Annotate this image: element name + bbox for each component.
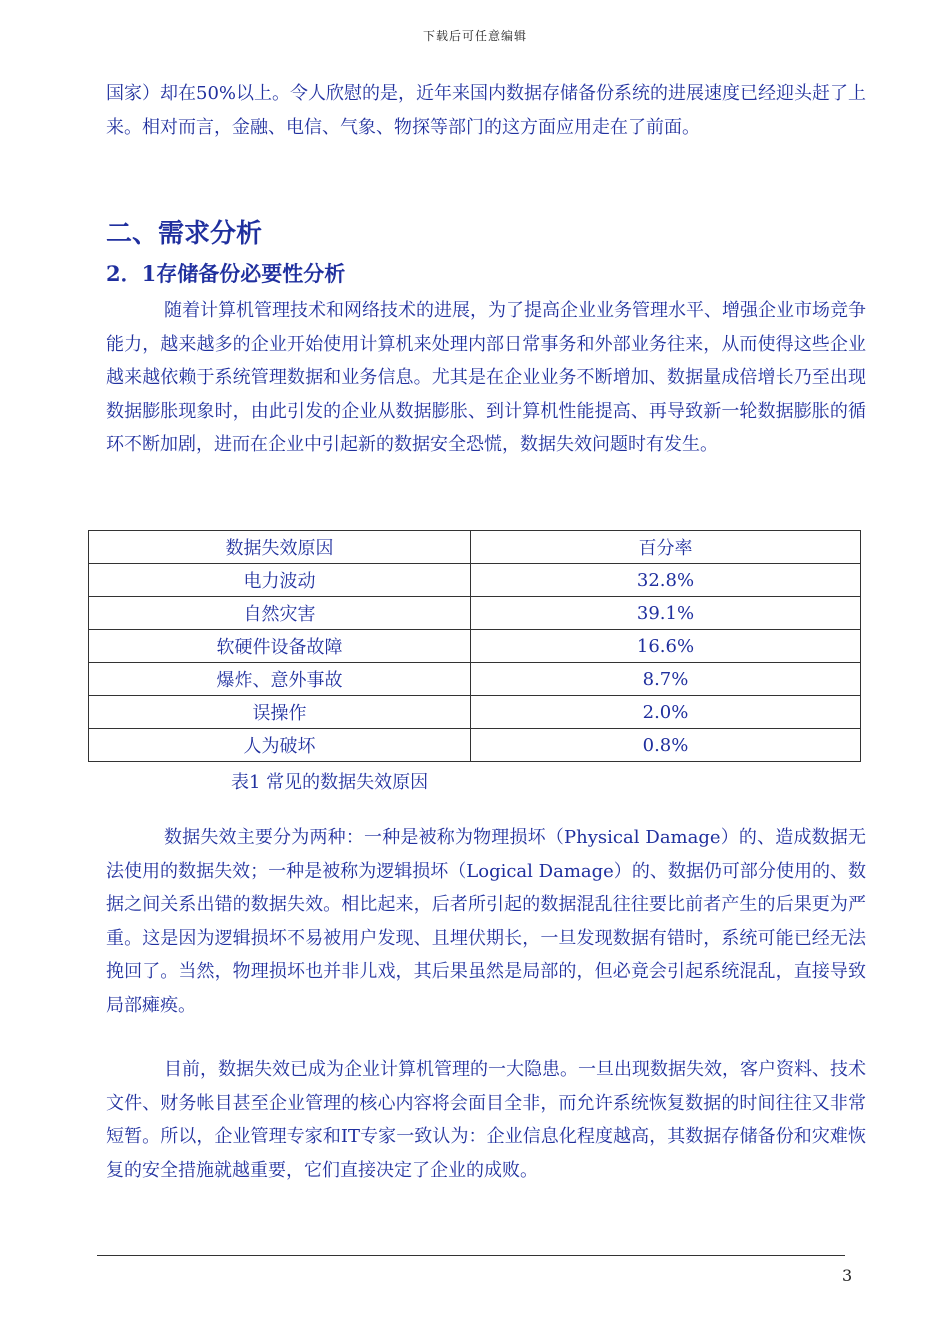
table-header-percent: 百分率: [471, 531, 861, 564]
table-row: [89, 630, 861, 663]
table-header-row: [89, 531, 861, 564]
table-row: [89, 663, 861, 696]
table-row: [89, 729, 861, 762]
table-cell-cause: 人为破坏: [89, 729, 471, 762]
table-cell-cause: 软硬件设备故障: [89, 630, 471, 663]
table-cell-percent: 16.6%: [471, 630, 861, 663]
section-heading: 二、需求分析: [106, 219, 263, 249]
table-cell-cause: 电力波动: [89, 564, 471, 597]
subsection-heading: 2．1存储备份必要性分析: [106, 261, 346, 286]
paragraph-conclusion: 目前，数据失效已成为企业计算机管理的一大隐患。一旦出现数据失效，客户资料、技术文件、财务帐目甚至企业管理的核心内容将会面目全非，而允许系统恢复数据的时间往往又非常短暂。所以，企业管理专家和IT专家一致认为：企业信息化程度越高，其数据存储备份和灾难恢复的安全措施就越重要，它们直接决定了企业的成败。: [106, 1059, 866, 1181]
intro-paragraph: 国家）却在50%以上。令人欣慰的是，近年来国内数据存储备份系统的进展速度已经迎头赶了上来。相对而言，金融、电信、气象、物探等部门的这方面应用走在了前面。: [106, 83, 867, 138]
page-number: 3: [842, 1266, 853, 1285]
page-header-note: 下载后可任意编辑: [422, 29, 527, 43]
table-cell-percent: 8.7%: [471, 663, 861, 696]
table-caption: 表1 常见的数据失效原因: [231, 772, 429, 793]
table-row: [89, 564, 861, 597]
table-row: [89, 597, 861, 630]
table-cell-percent: 0.8%: [471, 729, 861, 762]
table-cell-cause: 爆炸、意外事故: [89, 663, 471, 696]
table-header-cause: 数据失效原因: [89, 531, 471, 564]
paragraph-failure-types: 数据失效主要分为两种：一种是被称为物理损坏（Physical Damage）的、造成数据无法使用的数据失效；一种是被称为逻辑损坏（Logical Damage）的、数据仍可部分使用的、数据之间关系出错的数据失效。相比起来，后者所引起的数据混乱往往要比前者产生的后果更为严重。这是因为逻辑损坏不易被用户发现、且埋伏期长，一旦发现数据有错时，系统可能已经无法挽回了。当然，物理损坏也并非儿戏，其后果虽然是局部的，但必竟会引起系统混乱，直接导致局部瘫痪。: [106, 827, 866, 1016]
failure-causes-table: [88, 530, 861, 762]
table-cell-percent: 2.0%: [471, 696, 861, 729]
table-row: [89, 696, 861, 729]
paragraph-necessity: 随着计算机管理技术和网络技术的进展，为了提高企业业务管理水平、增强企业市场竞争能力，越来越多的企业开始使用计算机来处理内部日常事务和外部业务往来，从而使得这些企业越来越依赖于系统管理数据和业务信息。尤其是在企业业务不断增加、数据量成倍增长乃至出现数据膨胀现象时，由此引发的企业从数据膨胀、到计算机性能提高、再导致新一轮数据膨胀的循环不断加剧，进而在企业中引起新的数据安全恐慌，数据失效问题时有发生。: [106, 300, 866, 456]
table-cell-percent: 32.8%: [471, 564, 861, 597]
footer-divider: [97, 1255, 845, 1256]
table-cell-percent: 39.1%: [471, 597, 861, 630]
table-cell-cause: 自然灾害: [89, 597, 471, 630]
table-cell-cause: 误操作: [89, 696, 471, 729]
